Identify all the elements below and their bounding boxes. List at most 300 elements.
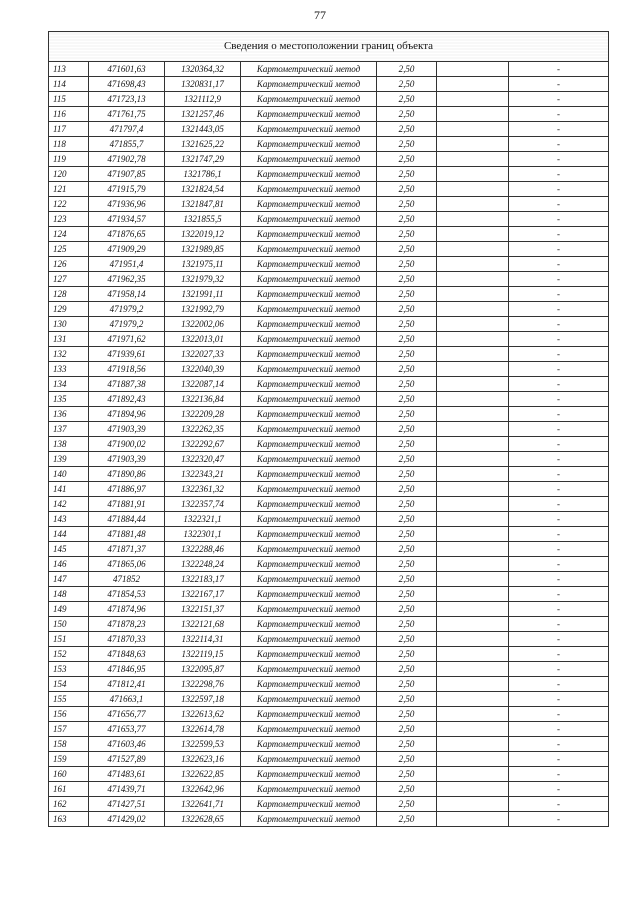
y-coordinate-cell: 1321747,29	[165, 152, 241, 167]
page-number: 77	[314, 8, 326, 22]
y-coordinate-cell: 1321625,22	[165, 137, 241, 152]
description-cell: -	[509, 332, 609, 347]
accuracy-cell: 2,50	[377, 272, 437, 287]
accuracy-cell: 2,50	[377, 647, 437, 662]
table-row	[49, 707, 609, 722]
x-coordinate-cell: 471663,1	[89, 692, 165, 707]
y-coordinate-cell: 1322622,85	[165, 767, 241, 782]
empty-cell	[437, 347, 509, 362]
description-cell: -	[509, 437, 609, 452]
description-cell: -	[509, 182, 609, 197]
empty-cell	[437, 92, 509, 107]
empty-cell	[437, 572, 509, 587]
table-row	[49, 62, 609, 77]
method-cell: Картометрический метод	[241, 152, 377, 167]
method-cell: Картометрический метод	[241, 122, 377, 137]
description-cell: -	[509, 797, 609, 812]
description-cell: -	[509, 707, 609, 722]
y-coordinate-cell: 1322320,47	[165, 452, 241, 467]
empty-cell	[437, 647, 509, 662]
table-row	[49, 737, 609, 752]
x-coordinate-cell: 471812,41	[89, 677, 165, 692]
accuracy-cell: 2,50	[377, 407, 437, 422]
method-cell: Картометрический метод	[241, 662, 377, 677]
description-cell: -	[509, 347, 609, 362]
accuracy-cell: 2,50	[377, 602, 437, 617]
accuracy-cell: 2,50	[377, 542, 437, 557]
x-coordinate-cell: 471894,96	[89, 407, 165, 422]
method-cell: Картометрический метод	[241, 587, 377, 602]
accuracy-cell: 2,50	[377, 497, 437, 512]
description-cell: -	[509, 452, 609, 467]
y-coordinate-cell: 1321786,1	[165, 167, 241, 182]
y-coordinate-cell: 1322027,33	[165, 347, 241, 362]
empty-cell	[437, 542, 509, 557]
point-number-cell: 158	[49, 737, 89, 752]
description-cell: -	[509, 392, 609, 407]
accuracy-cell: 2,50	[377, 512, 437, 527]
table-row	[49, 182, 609, 197]
x-coordinate-cell: 471871,37	[89, 542, 165, 557]
x-coordinate-cell: 471909,29	[89, 242, 165, 257]
method-cell: Картометрический метод	[241, 467, 377, 482]
point-number-cell: 153	[49, 662, 89, 677]
point-number-cell: 162	[49, 797, 89, 812]
method-cell: Картометрический метод	[241, 287, 377, 302]
description-cell: -	[509, 677, 609, 692]
description-cell: -	[509, 557, 609, 572]
description-cell: -	[509, 137, 609, 152]
empty-cell	[437, 437, 509, 452]
method-cell: Картометрический метод	[241, 407, 377, 422]
accuracy-cell: 2,50	[377, 287, 437, 302]
empty-cell	[437, 272, 509, 287]
empty-cell	[437, 107, 509, 122]
y-coordinate-cell: 1322613,62	[165, 707, 241, 722]
method-cell: Картометрический метод	[241, 212, 377, 227]
y-coordinate-cell: 1322087,14	[165, 377, 241, 392]
x-coordinate-cell: 471429,02	[89, 812, 165, 827]
y-coordinate-cell: 1321992,79	[165, 302, 241, 317]
point-number-cell: 119	[49, 152, 89, 167]
method-cell: Картометрический метод	[241, 242, 377, 257]
empty-cell	[437, 467, 509, 482]
method-cell: Картометрический метод	[241, 707, 377, 722]
empty-cell	[437, 377, 509, 392]
y-coordinate-cell: 1322642,96	[165, 782, 241, 797]
description-cell: -	[509, 482, 609, 497]
point-number-cell: 135	[49, 392, 89, 407]
description-cell: -	[509, 407, 609, 422]
x-coordinate-cell: 471870,33	[89, 632, 165, 647]
description-cell: -	[509, 692, 609, 707]
x-coordinate-cell: 471900,02	[89, 437, 165, 452]
point-number-cell: 126	[49, 257, 89, 272]
point-number-cell: 148	[49, 587, 89, 602]
x-coordinate-cell: 471903,39	[89, 452, 165, 467]
y-coordinate-cell: 1322623,16	[165, 752, 241, 767]
empty-cell	[437, 512, 509, 527]
method-cell: Картометрический метод	[241, 62, 377, 77]
point-number-cell: 131	[49, 332, 89, 347]
point-number-cell: 134	[49, 377, 89, 392]
x-coordinate-cell: 471656,77	[89, 707, 165, 722]
point-number-cell: 127	[49, 272, 89, 287]
empty-cell	[437, 587, 509, 602]
y-coordinate-cell: 1322002,06	[165, 317, 241, 332]
y-coordinate-cell: 1321979,32	[165, 272, 241, 287]
table-row	[49, 227, 609, 242]
accuracy-cell: 2,50	[377, 92, 437, 107]
x-coordinate-cell: 471907,85	[89, 167, 165, 182]
point-number-cell: 156	[49, 707, 89, 722]
x-coordinate-cell: 471903,39	[89, 422, 165, 437]
y-coordinate-cell: 1322095,87	[165, 662, 241, 677]
description-cell: -	[509, 227, 609, 242]
empty-cell	[437, 152, 509, 167]
accuracy-cell: 2,50	[377, 452, 437, 467]
y-coordinate-cell: 1322614,78	[165, 722, 241, 737]
x-coordinate-cell: 471439,71	[89, 782, 165, 797]
description-cell: -	[509, 662, 609, 677]
accuracy-cell: 2,50	[377, 677, 437, 692]
empty-cell	[437, 722, 509, 737]
x-coordinate-cell: 471887,38	[89, 377, 165, 392]
point-number-cell: 138	[49, 437, 89, 452]
description-cell: -	[509, 542, 609, 557]
y-coordinate-cell: 1322040,39	[165, 362, 241, 377]
x-coordinate-cell: 471876,65	[89, 227, 165, 242]
table-row	[49, 452, 609, 467]
method-cell: Картометрический метод	[241, 722, 377, 737]
table-row	[49, 692, 609, 707]
table-row	[49, 632, 609, 647]
method-cell: Картометрический метод	[241, 197, 377, 212]
accuracy-cell: 2,50	[377, 122, 437, 137]
accuracy-cell: 2,50	[377, 362, 437, 377]
table-row	[49, 767, 609, 782]
point-number-cell: 133	[49, 362, 89, 377]
y-coordinate-cell: 1322628,65	[165, 812, 241, 827]
empty-cell	[437, 737, 509, 752]
point-number-cell: 130	[49, 317, 89, 332]
x-coordinate-cell: 471878,23	[89, 617, 165, 632]
method-cell: Картометрический метод	[241, 737, 377, 752]
method-cell: Картометрический метод	[241, 812, 377, 827]
method-cell: Картометрический метод	[241, 692, 377, 707]
description-cell: -	[509, 272, 609, 287]
description-cell: -	[509, 92, 609, 107]
description-cell: -	[509, 782, 609, 797]
table-row	[49, 77, 609, 92]
y-coordinate-cell: 1322599,53	[165, 737, 241, 752]
description-cell: -	[509, 527, 609, 542]
point-number-cell: 143	[49, 512, 89, 527]
x-coordinate-cell: 471855,7	[89, 137, 165, 152]
description-cell: -	[509, 632, 609, 647]
empty-cell	[437, 392, 509, 407]
method-cell: Картометрический метод	[241, 182, 377, 197]
y-coordinate-cell: 1322248,24	[165, 557, 241, 572]
table-row	[49, 677, 609, 692]
table-row	[49, 107, 609, 122]
empty-cell	[437, 767, 509, 782]
method-cell: Картометрический метод	[241, 317, 377, 332]
point-number-cell: 117	[49, 122, 89, 137]
x-coordinate-cell: 471979,2	[89, 302, 165, 317]
description-cell: -	[509, 737, 609, 752]
point-number-cell: 132	[49, 347, 89, 362]
method-cell: Картометрический метод	[241, 602, 377, 617]
description-cell: -	[509, 122, 609, 137]
method-cell: Картометрический метод	[241, 437, 377, 452]
table-row	[49, 92, 609, 107]
table-row	[49, 512, 609, 527]
table-row	[49, 437, 609, 452]
table-row	[49, 362, 609, 377]
table-row	[49, 212, 609, 227]
x-coordinate-cell: 471797,4	[89, 122, 165, 137]
x-coordinate-cell: 471527,89	[89, 752, 165, 767]
table-row	[49, 152, 609, 167]
point-number-cell: 151	[49, 632, 89, 647]
method-cell: Картометрический метод	[241, 482, 377, 497]
x-coordinate-cell: 471951,4	[89, 257, 165, 272]
point-number-cell: 115	[49, 92, 89, 107]
empty-cell	[437, 317, 509, 332]
point-number-cell: 147	[49, 572, 89, 587]
method-cell: Картометрический метод	[241, 452, 377, 467]
x-coordinate-cell: 471890,86	[89, 467, 165, 482]
description-cell: -	[509, 302, 609, 317]
point-number-cell: 154	[49, 677, 89, 692]
method-cell: Картометрический метод	[241, 422, 377, 437]
empty-cell	[437, 557, 509, 572]
accuracy-cell: 2,50	[377, 152, 437, 167]
description-cell: -	[509, 362, 609, 377]
empty-cell	[437, 527, 509, 542]
point-number-cell: 124	[49, 227, 89, 242]
description-cell: -	[509, 167, 609, 182]
table-row	[49, 197, 609, 212]
x-coordinate-cell: 471939,61	[89, 347, 165, 362]
empty-cell	[437, 662, 509, 677]
description-cell: -	[509, 212, 609, 227]
y-coordinate-cell: 1322119,15	[165, 647, 241, 662]
accuracy-cell: 2,50	[377, 482, 437, 497]
table-row	[49, 722, 609, 737]
table-row	[49, 572, 609, 587]
accuracy-cell: 2,50	[377, 392, 437, 407]
method-cell: Картометрический метод	[241, 542, 377, 557]
table-row	[49, 317, 609, 332]
table-row	[49, 422, 609, 437]
y-coordinate-cell: 1322209,28	[165, 407, 241, 422]
point-number-cell: 159	[49, 752, 89, 767]
accuracy-cell: 2,50	[377, 242, 437, 257]
description-cell: -	[509, 602, 609, 617]
description-cell: -	[509, 812, 609, 827]
y-coordinate-cell: 1321855,5	[165, 212, 241, 227]
point-number-cell: 125	[49, 242, 89, 257]
method-cell: Картометрический метод	[241, 392, 377, 407]
point-number-cell: 114	[49, 77, 89, 92]
method-cell: Картометрический метод	[241, 797, 377, 812]
empty-cell	[437, 77, 509, 92]
table-title: Сведения о местоположении границ объекта	[49, 32, 609, 62]
point-number-cell: 128	[49, 287, 89, 302]
description-cell: -	[509, 287, 609, 302]
method-cell: Картометрический метод	[241, 347, 377, 362]
x-coordinate-cell: 471603,46	[89, 737, 165, 752]
empty-cell	[437, 167, 509, 182]
y-coordinate-cell: 1322301,1	[165, 527, 241, 542]
method-cell: Картометрический метод	[241, 752, 377, 767]
x-coordinate-cell: 471483,61	[89, 767, 165, 782]
method-cell: Картометрический метод	[241, 767, 377, 782]
y-coordinate-cell: 1322167,17	[165, 587, 241, 602]
accuracy-cell: 2,50	[377, 62, 437, 77]
description-cell: -	[509, 752, 609, 767]
description-cell: -	[509, 647, 609, 662]
y-coordinate-cell: 1320364,32	[165, 62, 241, 77]
table-row	[49, 392, 609, 407]
x-coordinate-cell: 471936,96	[89, 197, 165, 212]
accuracy-cell: 2,50	[377, 737, 437, 752]
point-number-cell: 145	[49, 542, 89, 557]
accuracy-cell: 2,50	[377, 467, 437, 482]
method-cell: Картометрический метод	[241, 632, 377, 647]
method-cell: Картометрический метод	[241, 677, 377, 692]
x-coordinate-cell: 471962,35	[89, 272, 165, 287]
y-coordinate-cell: 1321112,9	[165, 92, 241, 107]
point-number-cell: 155	[49, 692, 89, 707]
empty-cell	[437, 182, 509, 197]
accuracy-cell: 2,50	[377, 227, 437, 242]
accuracy-cell: 2,50	[377, 347, 437, 362]
empty-cell	[437, 257, 509, 272]
empty-cell	[437, 752, 509, 767]
description-cell: -	[509, 257, 609, 272]
method-cell: Картометрический метод	[241, 527, 377, 542]
table-row	[49, 782, 609, 797]
accuracy-cell: 2,50	[377, 137, 437, 152]
y-coordinate-cell: 1321975,11	[165, 257, 241, 272]
accuracy-cell: 2,50	[377, 632, 437, 647]
table-row	[49, 647, 609, 662]
accuracy-cell: 2,50	[377, 437, 437, 452]
y-coordinate-cell: 1322361,32	[165, 482, 241, 497]
method-cell: Картометрический метод	[241, 782, 377, 797]
table-row	[49, 482, 609, 497]
empty-cell	[437, 617, 509, 632]
accuracy-cell: 2,50	[377, 617, 437, 632]
method-cell: Картометрический метод	[241, 107, 377, 122]
empty-cell	[437, 242, 509, 257]
x-coordinate-cell: 471892,43	[89, 392, 165, 407]
y-coordinate-cell: 1321847,81	[165, 197, 241, 212]
y-coordinate-cell: 1322262,35	[165, 422, 241, 437]
accuracy-cell: 2,50	[377, 782, 437, 797]
description-cell: -	[509, 377, 609, 392]
empty-cell	[437, 407, 509, 422]
accuracy-cell: 2,50	[377, 797, 437, 812]
point-number-cell: 142	[49, 497, 89, 512]
boundary-table-container	[48, 31, 608, 827]
empty-cell	[437, 812, 509, 827]
accuracy-cell: 2,50	[377, 332, 437, 347]
y-coordinate-cell: 1322292,67	[165, 437, 241, 452]
point-number-cell: 116	[49, 107, 89, 122]
accuracy-cell: 2,50	[377, 527, 437, 542]
method-cell: Картометрический метод	[241, 332, 377, 347]
empty-cell	[437, 602, 509, 617]
empty-cell	[437, 302, 509, 317]
y-coordinate-cell: 1322288,46	[165, 542, 241, 557]
x-coordinate-cell: 471848,63	[89, 647, 165, 662]
empty-cell	[437, 707, 509, 722]
y-coordinate-cell: 1321989,85	[165, 242, 241, 257]
table-row	[49, 122, 609, 137]
description-cell: -	[509, 317, 609, 332]
table-row	[49, 542, 609, 557]
x-coordinate-cell: 471723,13	[89, 92, 165, 107]
table-row	[49, 407, 609, 422]
description-cell: -	[509, 197, 609, 212]
y-coordinate-cell: 1321257,46	[165, 107, 241, 122]
point-number-cell: 150	[49, 617, 89, 632]
accuracy-cell: 2,50	[377, 257, 437, 272]
method-cell: Картометрический метод	[241, 377, 377, 392]
table-row	[49, 497, 609, 512]
x-coordinate-cell: 471881,48	[89, 527, 165, 542]
x-coordinate-cell: 471979,2	[89, 317, 165, 332]
accuracy-cell: 2,50	[377, 377, 437, 392]
boundary-coordinates-table	[48, 31, 609, 827]
table-row	[49, 332, 609, 347]
table-row	[49, 272, 609, 287]
point-number-cell: 137	[49, 422, 89, 437]
x-coordinate-cell: 471846,95	[89, 662, 165, 677]
y-coordinate-cell: 1322641,71	[165, 797, 241, 812]
table-row	[49, 602, 609, 617]
empty-cell	[437, 422, 509, 437]
empty-cell	[437, 797, 509, 812]
accuracy-cell: 2,50	[377, 182, 437, 197]
point-number-cell: 118	[49, 137, 89, 152]
accuracy-cell: 2,50	[377, 167, 437, 182]
accuracy-cell: 2,50	[377, 107, 437, 122]
x-coordinate-cell: 471698,43	[89, 77, 165, 92]
accuracy-cell: 2,50	[377, 317, 437, 332]
method-cell: Картометрический метод	[241, 227, 377, 242]
empty-cell	[437, 482, 509, 497]
accuracy-cell: 2,50	[377, 812, 437, 827]
table-body	[49, 62, 609, 827]
point-number-cell: 152	[49, 647, 89, 662]
description-cell: -	[509, 512, 609, 527]
y-coordinate-cell: 1322019,12	[165, 227, 241, 242]
empty-cell	[437, 632, 509, 647]
table-row	[49, 617, 609, 632]
y-coordinate-cell: 1322321,1	[165, 512, 241, 527]
table-row	[49, 527, 609, 542]
point-number-cell: 149	[49, 602, 89, 617]
table-row	[49, 587, 609, 602]
point-number-cell: 141	[49, 482, 89, 497]
accuracy-cell: 2,50	[377, 587, 437, 602]
empty-cell	[437, 782, 509, 797]
